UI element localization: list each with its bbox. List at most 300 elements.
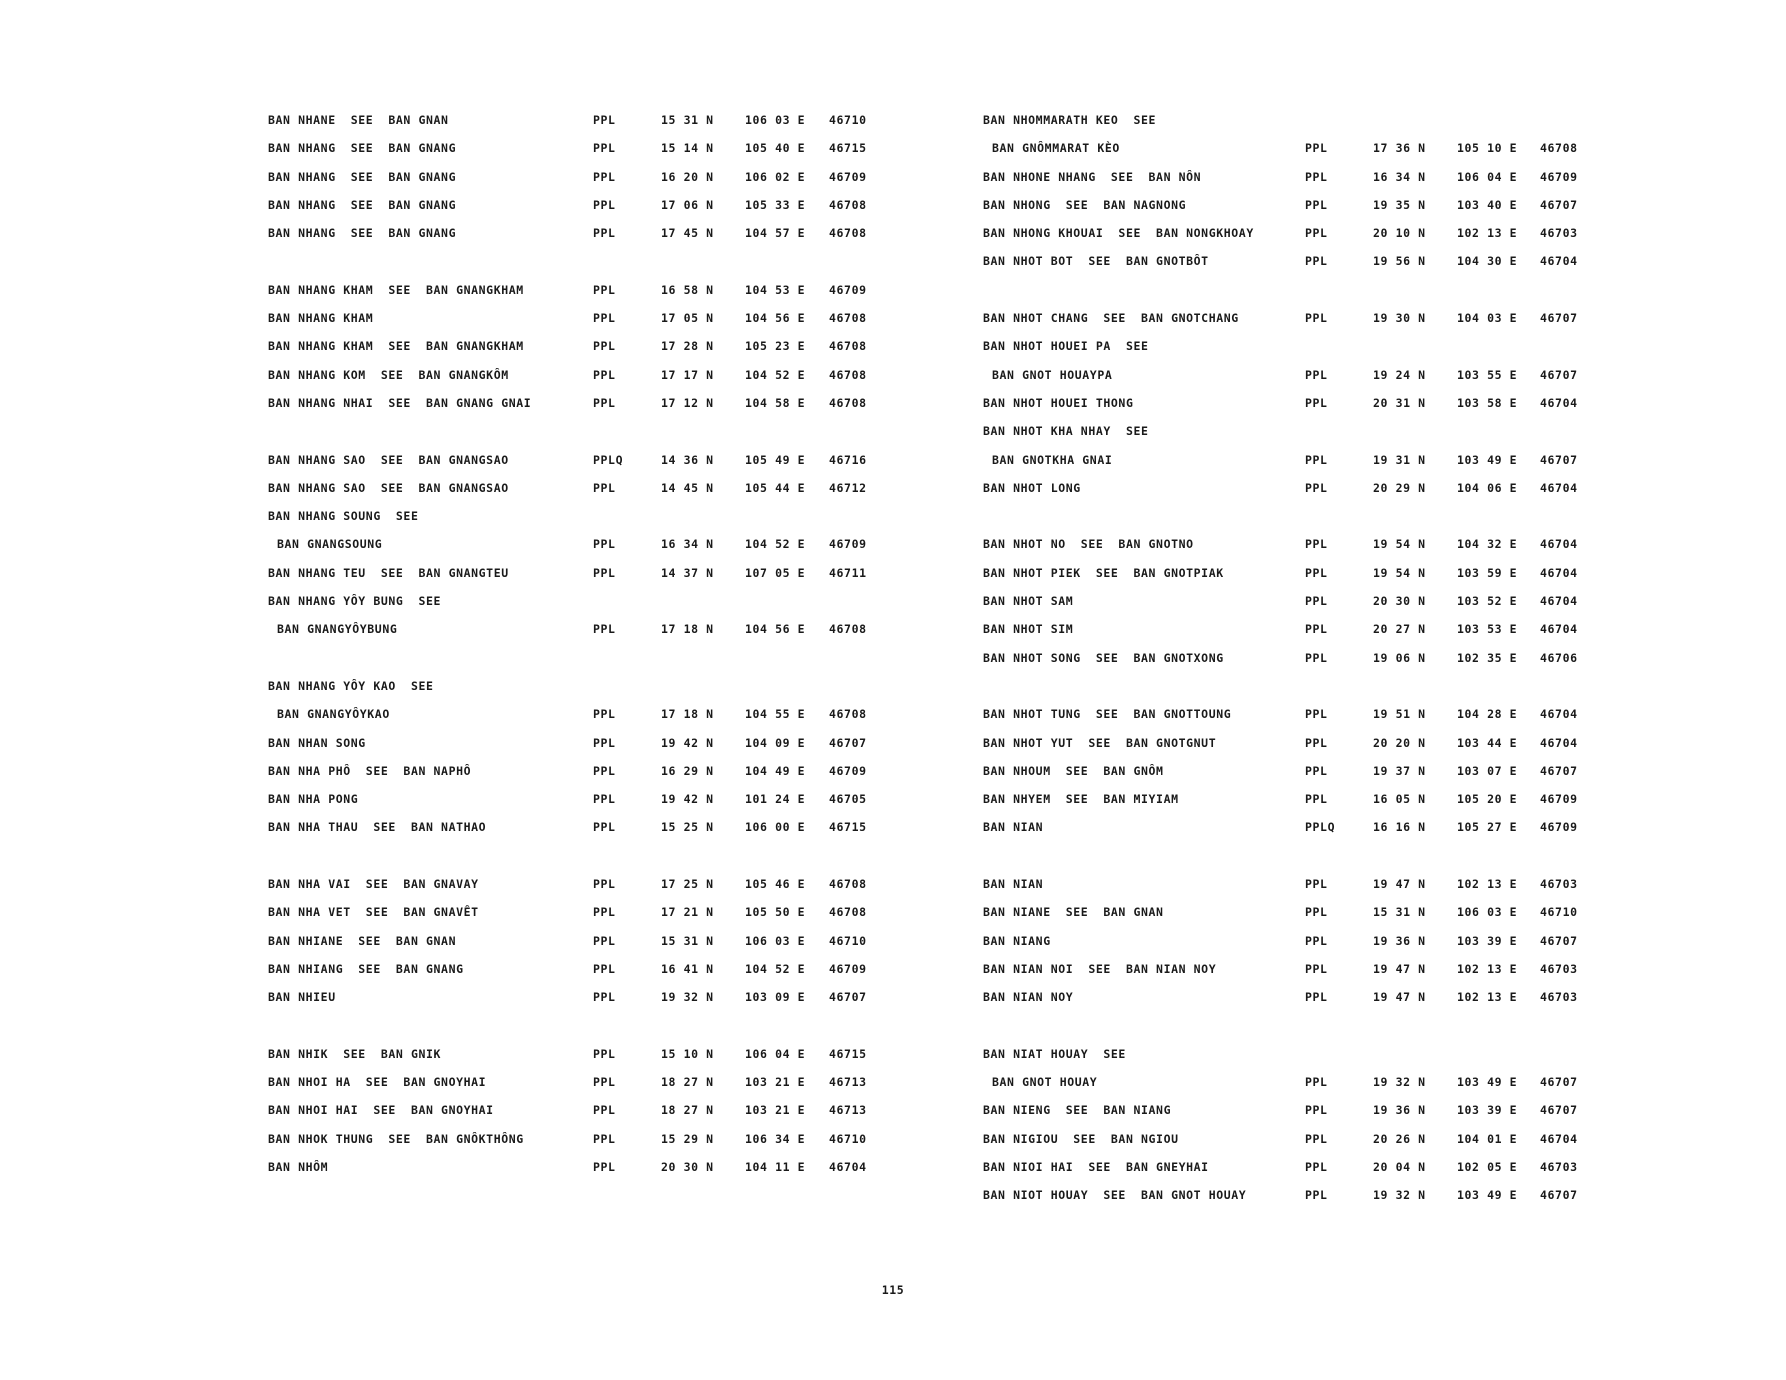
longitude: 106 04 E bbox=[1457, 169, 1518, 184]
place-name: BAN NHANG SEE BAN GNANG bbox=[268, 141, 457, 156]
feature-code: PPL bbox=[593, 1131, 616, 1146]
feature-code: PPL bbox=[1305, 622, 1328, 637]
feature-code: PPL bbox=[1305, 594, 1328, 609]
latitude: 19 47 N bbox=[1373, 990, 1426, 1005]
map-sheet-number: 46708 bbox=[829, 905, 867, 920]
entry-continuation bbox=[983, 141, 1603, 169]
map-sheet-number: 46704 bbox=[1540, 537, 1578, 552]
longitude: 104 03 E bbox=[1457, 311, 1518, 326]
gazetteer-entry bbox=[268, 170, 888, 198]
map-sheet-number: 46710 bbox=[829, 933, 867, 948]
latitude: 17 45 N bbox=[661, 226, 714, 241]
latitude: 20 04 N bbox=[1373, 1159, 1426, 1174]
feature-code: PPL bbox=[593, 282, 616, 297]
map-sheet-number: 46707 bbox=[1540, 1103, 1578, 1118]
longitude: 105 10 E bbox=[1457, 141, 1518, 156]
place-name: BAN NIAN bbox=[983, 877, 1044, 892]
place-name: BAN NHANG YÔY BUNG SEE bbox=[268, 594, 442, 609]
place-name: BAN NHIK SEE BAN GNIK bbox=[268, 1046, 442, 1061]
map-sheet-number: 46705 bbox=[829, 792, 867, 807]
place-name: BAN NHOUM SEE BAN GNÔM bbox=[983, 763, 1164, 778]
longitude: 104 55 E bbox=[745, 707, 806, 722]
feature-code: PPL bbox=[593, 961, 616, 976]
feature-code: PPL bbox=[1305, 565, 1328, 580]
latitude: 20 20 N bbox=[1373, 735, 1426, 750]
map-sheet-number: 46704 bbox=[1540, 594, 1578, 609]
gazetteer-entry bbox=[983, 424, 1603, 452]
section-gap bbox=[983, 849, 1603, 877]
map-sheet-number: 46707 bbox=[1540, 367, 1578, 382]
map-sheet-number: 46709 bbox=[829, 961, 867, 976]
map-sheet-number: 46708 bbox=[829, 226, 867, 241]
section-gap bbox=[983, 509, 1603, 537]
latitude: 19 30 N bbox=[1373, 311, 1426, 326]
gazetteer-entry bbox=[983, 1132, 1603, 1160]
gazetteer-entry bbox=[983, 594, 1603, 622]
map-sheet-number: 46715 bbox=[829, 141, 867, 156]
left-column bbox=[268, 113, 888, 1188]
gazetteer-entry bbox=[983, 226, 1603, 254]
map-sheet-number: 46708 bbox=[829, 197, 867, 212]
latitude: 20 27 N bbox=[1373, 622, 1426, 637]
longitude: 103 55 E bbox=[1457, 367, 1518, 382]
feature-code: PPL bbox=[1305, 707, 1328, 722]
map-sheet-number: 46708 bbox=[829, 367, 867, 382]
entry-continuation bbox=[983, 1075, 1603, 1103]
place-name: BAN GNANGSOUNG bbox=[277, 537, 383, 552]
map-sheet-number: 46703 bbox=[1540, 226, 1578, 241]
feature-code: PPL bbox=[593, 169, 616, 184]
feature-code: PPL bbox=[593, 820, 616, 835]
latitude: 18 27 N bbox=[661, 1075, 714, 1090]
longitude: 104 30 E bbox=[1457, 254, 1518, 269]
feature-code: PPL bbox=[593, 933, 616, 948]
latitude: 19 47 N bbox=[1373, 961, 1426, 976]
gazetteer-entry bbox=[268, 481, 888, 509]
longitude: 104 52 E bbox=[745, 537, 806, 552]
map-sheet-number: 46709 bbox=[829, 763, 867, 778]
place-name: BAN NHANG SAO SEE BAN GNANGSAO bbox=[268, 480, 509, 495]
feature-code: PPL bbox=[593, 792, 616, 807]
gazetteer-entry bbox=[268, 339, 888, 367]
latitude: 14 37 N bbox=[661, 565, 714, 580]
entry-continuation bbox=[268, 537, 888, 565]
feature-code: PPL bbox=[1305, 990, 1328, 1005]
latitude: 16 16 N bbox=[1373, 820, 1426, 835]
place-name: BAN NHOT TUNG SEE BAN GNOTTOUNG bbox=[983, 707, 1232, 722]
map-sheet-number: 46713 bbox=[829, 1075, 867, 1090]
feature-code: PPL bbox=[593, 197, 616, 212]
feature-code: PPL bbox=[1305, 1188, 1328, 1203]
gazetteer-entry bbox=[983, 877, 1603, 905]
feature-code: PPL bbox=[1305, 961, 1328, 976]
longitude: 105 23 E bbox=[745, 339, 806, 354]
place-name: BAN NHANG NHAI SEE BAN GNANG GNAI bbox=[268, 395, 532, 410]
gazetteer-entry bbox=[983, 396, 1603, 424]
latitude: 17 25 N bbox=[661, 877, 714, 892]
gazetteer-entry bbox=[983, 962, 1603, 990]
section-gap bbox=[268, 849, 888, 877]
place-name: BAN NHIANE SEE BAN GNAN bbox=[268, 933, 457, 948]
latitude: 17 06 N bbox=[661, 197, 714, 212]
map-sheet-number: 46710 bbox=[1540, 905, 1578, 920]
map-sheet-number: 46704 bbox=[1540, 254, 1578, 269]
place-name: BAN NIAN NOI SEE BAN NIAN NOY bbox=[983, 961, 1217, 976]
place-name: BAN NIOI HAI SEE BAN GNEYHAI bbox=[983, 1159, 1209, 1174]
entry-continuation bbox=[268, 622, 888, 650]
longitude: 103 58 E bbox=[1457, 395, 1518, 410]
place-name: BAN NHOT PIEK SEE BAN GNOTPIAK bbox=[983, 565, 1224, 580]
place-name: BAN NHYEM SEE BAN MIYIAM bbox=[983, 792, 1179, 807]
gazetteer-entry bbox=[268, 368, 888, 396]
map-sheet-number: 46704 bbox=[829, 1159, 867, 1174]
gazetteer-entry bbox=[983, 113, 1603, 141]
gazetteer-entry bbox=[268, 594, 888, 622]
latitude: 19 32 N bbox=[661, 990, 714, 1005]
map-sheet-number: 46707 bbox=[1540, 763, 1578, 778]
feature-code: PPL bbox=[593, 565, 616, 580]
gazetteer-entry bbox=[268, 877, 888, 905]
map-sheet-number: 46715 bbox=[829, 820, 867, 835]
map-sheet-number: 46708 bbox=[1540, 141, 1578, 156]
gazetteer-entry bbox=[268, 1047, 888, 1075]
longitude: 103 21 E bbox=[745, 1103, 806, 1118]
feature-code: PPL bbox=[1305, 452, 1328, 467]
place-name: BAN NHA VET SEE BAN GNAVÊT bbox=[268, 905, 479, 920]
latitude: 17 05 N bbox=[661, 311, 714, 326]
longitude: 102 13 E bbox=[1457, 961, 1518, 976]
place-name: BAN NHA PONG bbox=[268, 792, 359, 807]
feature-code: PPL bbox=[1305, 254, 1328, 269]
feature-code: PPL bbox=[1305, 367, 1328, 382]
latitude: 20 30 N bbox=[1373, 594, 1426, 609]
longitude: 104 09 E bbox=[745, 735, 806, 750]
place-name: BAN NHIEU bbox=[268, 990, 336, 1005]
feature-code: PPL bbox=[1305, 1103, 1328, 1118]
feature-code: PPL bbox=[593, 1103, 616, 1118]
gazetteer-entry bbox=[268, 226, 888, 254]
feature-code: PPL bbox=[593, 990, 616, 1005]
map-sheet-number: 46704 bbox=[1540, 565, 1578, 580]
gazetteer-entry bbox=[268, 283, 888, 311]
map-sheet-number: 46706 bbox=[1540, 650, 1578, 665]
latitude: 17 18 N bbox=[661, 622, 714, 637]
place-name: BAN GNÔMMARAT KÈO bbox=[992, 141, 1120, 156]
gazetteer-entry bbox=[268, 113, 888, 141]
gazetteer-entry bbox=[268, 141, 888, 169]
map-sheet-number: 46708 bbox=[829, 311, 867, 326]
longitude: 106 02 E bbox=[745, 169, 806, 184]
feature-code: PPL bbox=[1305, 311, 1328, 326]
gazetteer-entry bbox=[268, 1132, 888, 1160]
longitude: 104 28 E bbox=[1457, 707, 1518, 722]
map-sheet-number: 46704 bbox=[1540, 707, 1578, 722]
map-sheet-number: 46703 bbox=[1540, 990, 1578, 1005]
latitude: 19 54 N bbox=[1373, 565, 1426, 580]
feature-code: PPL bbox=[593, 395, 616, 410]
section-gap bbox=[983, 283, 1603, 311]
gazetteer-entry bbox=[983, 820, 1603, 848]
map-sheet-number: 46708 bbox=[829, 339, 867, 354]
map-sheet-number: 46709 bbox=[1540, 792, 1578, 807]
place-name: BAN NIAT HOUAY SEE bbox=[983, 1046, 1126, 1061]
latitude: 17 21 N bbox=[661, 905, 714, 920]
place-name: BAN NIENG SEE BAN NIANG bbox=[983, 1103, 1172, 1118]
gazetteer-entry bbox=[268, 820, 888, 848]
map-sheet-number: 46707 bbox=[1540, 1075, 1578, 1090]
place-name: BAN GNOT HOUAY bbox=[992, 1075, 1098, 1090]
page-number: 115 bbox=[881, 1283, 905, 1297]
latitude: 14 45 N bbox=[661, 480, 714, 495]
longitude: 104 06 E bbox=[1457, 480, 1518, 495]
gazetteer-entry bbox=[983, 170, 1603, 198]
latitude: 20 10 N bbox=[1373, 226, 1426, 241]
gazetteer-entry bbox=[268, 792, 888, 820]
feature-code: PPL bbox=[1305, 792, 1328, 807]
longitude: 102 13 E bbox=[1457, 877, 1518, 892]
longitude: 107 05 E bbox=[745, 565, 806, 580]
longitude: 104 49 E bbox=[745, 763, 806, 778]
feature-code: PPL bbox=[593, 367, 616, 382]
gazetteer-entry bbox=[983, 566, 1603, 594]
feature-code: PPL bbox=[593, 1159, 616, 1174]
feature-code: PPL bbox=[593, 311, 616, 326]
gazetteer-entry bbox=[268, 905, 888, 933]
gazetteer-entry bbox=[983, 481, 1603, 509]
gazetteer-entry bbox=[983, 934, 1603, 962]
longitude: 103 07 E bbox=[1457, 763, 1518, 778]
map-sheet-number: 46712 bbox=[829, 480, 867, 495]
gazetteer-entry bbox=[983, 537, 1603, 565]
place-name: BAN NHA PHÔ SEE BAN NAPHÔ bbox=[268, 763, 472, 778]
latitude: 17 17 N bbox=[661, 367, 714, 382]
gazetteer-entry bbox=[268, 396, 888, 424]
feature-code: PPL bbox=[1305, 480, 1328, 495]
gazetteer-entry bbox=[983, 1047, 1603, 1075]
longitude: 104 56 E bbox=[745, 311, 806, 326]
gazetteer-entry bbox=[268, 764, 888, 792]
map-sheet-number: 46709 bbox=[829, 169, 867, 184]
longitude: 101 24 E bbox=[745, 792, 806, 807]
section-gap bbox=[983, 679, 1603, 707]
place-name: BAN GNANGYÔYBUNG bbox=[277, 622, 398, 637]
longitude: 105 27 E bbox=[1457, 820, 1518, 835]
map-sheet-number: 46707 bbox=[829, 735, 867, 750]
feature-code: PPL bbox=[593, 113, 616, 127]
latitude: 15 29 N bbox=[661, 1131, 714, 1146]
place-name: BAN NHA THAU SEE BAN NATHAO bbox=[268, 820, 487, 835]
map-sheet-number: 46708 bbox=[829, 622, 867, 637]
latitude: 18 27 N bbox=[661, 1103, 714, 1118]
place-name: BAN NHAN SONG bbox=[268, 735, 366, 750]
latitude: 14 36 N bbox=[661, 452, 714, 467]
map-sheet-number: 46704 bbox=[1540, 480, 1578, 495]
place-name: BAN NHANG SOUNG SEE bbox=[268, 509, 419, 524]
latitude: 19 24 N bbox=[1373, 367, 1426, 382]
place-name: BAN NHOT KHA NHAY SEE bbox=[983, 424, 1149, 439]
gazetteer-entry bbox=[983, 905, 1603, 933]
longitude: 106 34 E bbox=[745, 1131, 806, 1146]
latitude: 19 37 N bbox=[1373, 763, 1426, 778]
place-name: BAN NHOT BOT SEE BAN GNOTBÔT bbox=[983, 254, 1209, 269]
place-name: BAN GNANGYÔYKAO bbox=[277, 707, 390, 722]
map-sheet-number: 46716 bbox=[829, 452, 867, 467]
latitude: 19 36 N bbox=[1373, 1103, 1426, 1118]
place-name: BAN NHOT CHANG SEE BAN GNOTCHANG bbox=[983, 311, 1239, 326]
place-name: BAN NIAN NOY bbox=[983, 990, 1074, 1005]
longitude: 104 11 E bbox=[745, 1159, 806, 1174]
gazetteer-entry bbox=[983, 990, 1603, 1018]
section-gap bbox=[268, 254, 888, 282]
longitude: 103 49 E bbox=[1457, 452, 1518, 467]
longitude: 102 13 E bbox=[1457, 226, 1518, 241]
latitude: 17 18 N bbox=[661, 707, 714, 722]
gazetteer-entry bbox=[268, 934, 888, 962]
latitude: 16 29 N bbox=[661, 763, 714, 778]
map-sheet-number: 46713 bbox=[829, 1103, 867, 1118]
longitude: 104 01 E bbox=[1457, 1131, 1518, 1146]
feature-code: PPL bbox=[1305, 197, 1328, 212]
map-sheet-number: 46707 bbox=[1540, 311, 1578, 326]
entry-continuation bbox=[983, 453, 1603, 481]
place-name: BAN NHONE NHANG SEE BAN NÔN bbox=[983, 169, 1202, 184]
section-gap bbox=[268, 424, 888, 452]
place-name: BAN NIANG bbox=[983, 933, 1051, 948]
place-name: BAN NHANG YÔY KAO SEE bbox=[268, 678, 434, 693]
place-name: BAN NHANE SEE BAN GNAN bbox=[268, 113, 449, 127]
longitude: 103 59 E bbox=[1457, 565, 1518, 580]
map-sheet-number: 46707 bbox=[829, 990, 867, 1005]
map-sheet-number: 46708 bbox=[829, 877, 867, 892]
longitude: 106 04 E bbox=[745, 1046, 806, 1061]
feature-code: PPL bbox=[1305, 933, 1328, 948]
place-name: BAN NIGIOU SEE BAN NGIOU bbox=[983, 1131, 1179, 1146]
place-name: BAN NIAN bbox=[983, 820, 1044, 835]
place-name: BAN NHOT LONG bbox=[983, 480, 1081, 495]
place-name: BAN NHOT YUT SEE BAN GNOTGNUT bbox=[983, 735, 1217, 750]
map-sheet-number: 46711 bbox=[829, 565, 867, 580]
feature-code: PPL bbox=[1305, 763, 1328, 778]
place-name: BAN NHANG KOM SEE BAN GNANGKÔM bbox=[268, 367, 509, 382]
entry-continuation bbox=[268, 707, 888, 735]
gazetteer-entry bbox=[983, 736, 1603, 764]
place-name: BAN NHANG KHAM bbox=[268, 311, 374, 326]
feature-code: PPL bbox=[1305, 169, 1328, 184]
latitude: 15 31 N bbox=[661, 933, 714, 948]
map-sheet-number: 46703 bbox=[1540, 1159, 1578, 1174]
map-sheet-number: 46704 bbox=[1540, 395, 1578, 410]
map-sheet-number: 46715 bbox=[829, 1046, 867, 1061]
longitude: 105 40 E bbox=[745, 141, 806, 156]
place-name: BAN NHANG KHAM SEE BAN GNANGKHAM bbox=[268, 282, 524, 297]
place-name: BAN NIOT HOUAY SEE BAN GNOT HOUAY bbox=[983, 1188, 1247, 1203]
latitude: 16 20 N bbox=[661, 169, 714, 184]
latitude: 15 31 N bbox=[661, 113, 714, 127]
feature-code: PPL bbox=[1305, 905, 1328, 920]
latitude: 19 32 N bbox=[1373, 1075, 1426, 1090]
section-gap bbox=[268, 651, 888, 679]
longitude: 102 05 E bbox=[1457, 1159, 1518, 1174]
longitude: 106 00 E bbox=[745, 820, 806, 835]
longitude: 103 39 E bbox=[1457, 1103, 1518, 1118]
place-name: BAN NHOI HA SEE BAN GNOYHAI bbox=[268, 1075, 487, 1090]
feature-code: PPL bbox=[593, 1046, 616, 1061]
feature-code: PPL bbox=[593, 141, 616, 156]
place-name: BAN NHANG SEE BAN GNANG bbox=[268, 226, 457, 241]
gazetteer-entry bbox=[983, 707, 1603, 735]
gazetteer-entry bbox=[983, 1103, 1603, 1131]
gazetteer-entry bbox=[983, 254, 1603, 282]
feature-code: PPL bbox=[593, 226, 616, 241]
gazetteer-entry bbox=[268, 311, 888, 339]
longitude: 104 56 E bbox=[745, 622, 806, 637]
map-sheet-number: 46710 bbox=[829, 113, 867, 127]
gazetteer-entry bbox=[983, 1188, 1603, 1216]
place-name: BAN NHONG SEE BAN NAGNONG bbox=[983, 197, 1187, 212]
gazetteer-entry bbox=[268, 736, 888, 764]
section-gap bbox=[983, 1019, 1603, 1047]
gazetteer-entry bbox=[983, 311, 1603, 339]
place-name: BAN NHANG TEU SEE BAN GNANGTEU bbox=[268, 565, 509, 580]
gazetteer-entry bbox=[983, 792, 1603, 820]
longitude: 106 03 E bbox=[745, 933, 806, 948]
latitude: 20 26 N bbox=[1373, 1131, 1426, 1146]
longitude: 106 03 E bbox=[1457, 905, 1518, 920]
longitude: 103 52 E bbox=[1457, 594, 1518, 609]
place-name: BAN NHOMMARATH KEO SEE bbox=[983, 113, 1157, 127]
map-sheet-number: 46708 bbox=[829, 707, 867, 722]
latitude: 17 12 N bbox=[661, 395, 714, 410]
longitude: 102 13 E bbox=[1457, 990, 1518, 1005]
longitude: 104 58 E bbox=[745, 395, 806, 410]
gazetteer-entry bbox=[268, 1160, 888, 1188]
latitude: 19 36 N bbox=[1373, 933, 1426, 948]
gazetteer-entry bbox=[268, 679, 888, 707]
map-sheet-number: 46710 bbox=[829, 1131, 867, 1146]
place-name: BAN NHIANG SEE BAN GNANG bbox=[268, 961, 464, 976]
section-gap bbox=[268, 1019, 888, 1047]
latitude: 16 34 N bbox=[1373, 169, 1426, 184]
feature-code: PPLQ bbox=[1305, 820, 1336, 835]
place-name: BAN NHOI HAI SEE BAN GNOYHAI bbox=[268, 1103, 494, 1118]
place-name: BAN GNOTKHA GNAI bbox=[992, 452, 1113, 467]
latitude: 19 42 N bbox=[661, 792, 714, 807]
gazetteer-entry bbox=[268, 509, 888, 537]
feature-code: PPL bbox=[1305, 735, 1328, 750]
latitude: 15 31 N bbox=[1373, 905, 1426, 920]
longitude: 104 53 E bbox=[745, 282, 806, 297]
feature-code: PPL bbox=[1305, 1075, 1328, 1090]
place-name: BAN NHÔM bbox=[268, 1159, 329, 1174]
gazetteer-entry bbox=[983, 339, 1603, 367]
place-name: BAN NHOT SAM bbox=[983, 594, 1074, 609]
longitude: 105 49 E bbox=[745, 452, 806, 467]
latitude: 19 47 N bbox=[1373, 877, 1426, 892]
map-sheet-number: 46703 bbox=[1540, 961, 1578, 976]
latitude: 16 58 N bbox=[661, 282, 714, 297]
map-sheet-number: 46709 bbox=[829, 282, 867, 297]
map-sheet-number: 46708 bbox=[829, 395, 867, 410]
map-sheet-number: 46709 bbox=[1540, 820, 1578, 835]
longitude: 105 50 E bbox=[745, 905, 806, 920]
latitude: 19 06 N bbox=[1373, 650, 1426, 665]
place-name: BAN NHONG KHOUAI SEE BAN NONGKHOAY bbox=[983, 226, 1254, 241]
place-name: BAN NIANE SEE BAN GNAN bbox=[983, 905, 1164, 920]
map-sheet-number: 46707 bbox=[1540, 197, 1578, 212]
feature-code: PPL bbox=[593, 339, 616, 354]
gazetteer-entry bbox=[983, 764, 1603, 792]
feature-code: PPL bbox=[593, 480, 616, 495]
